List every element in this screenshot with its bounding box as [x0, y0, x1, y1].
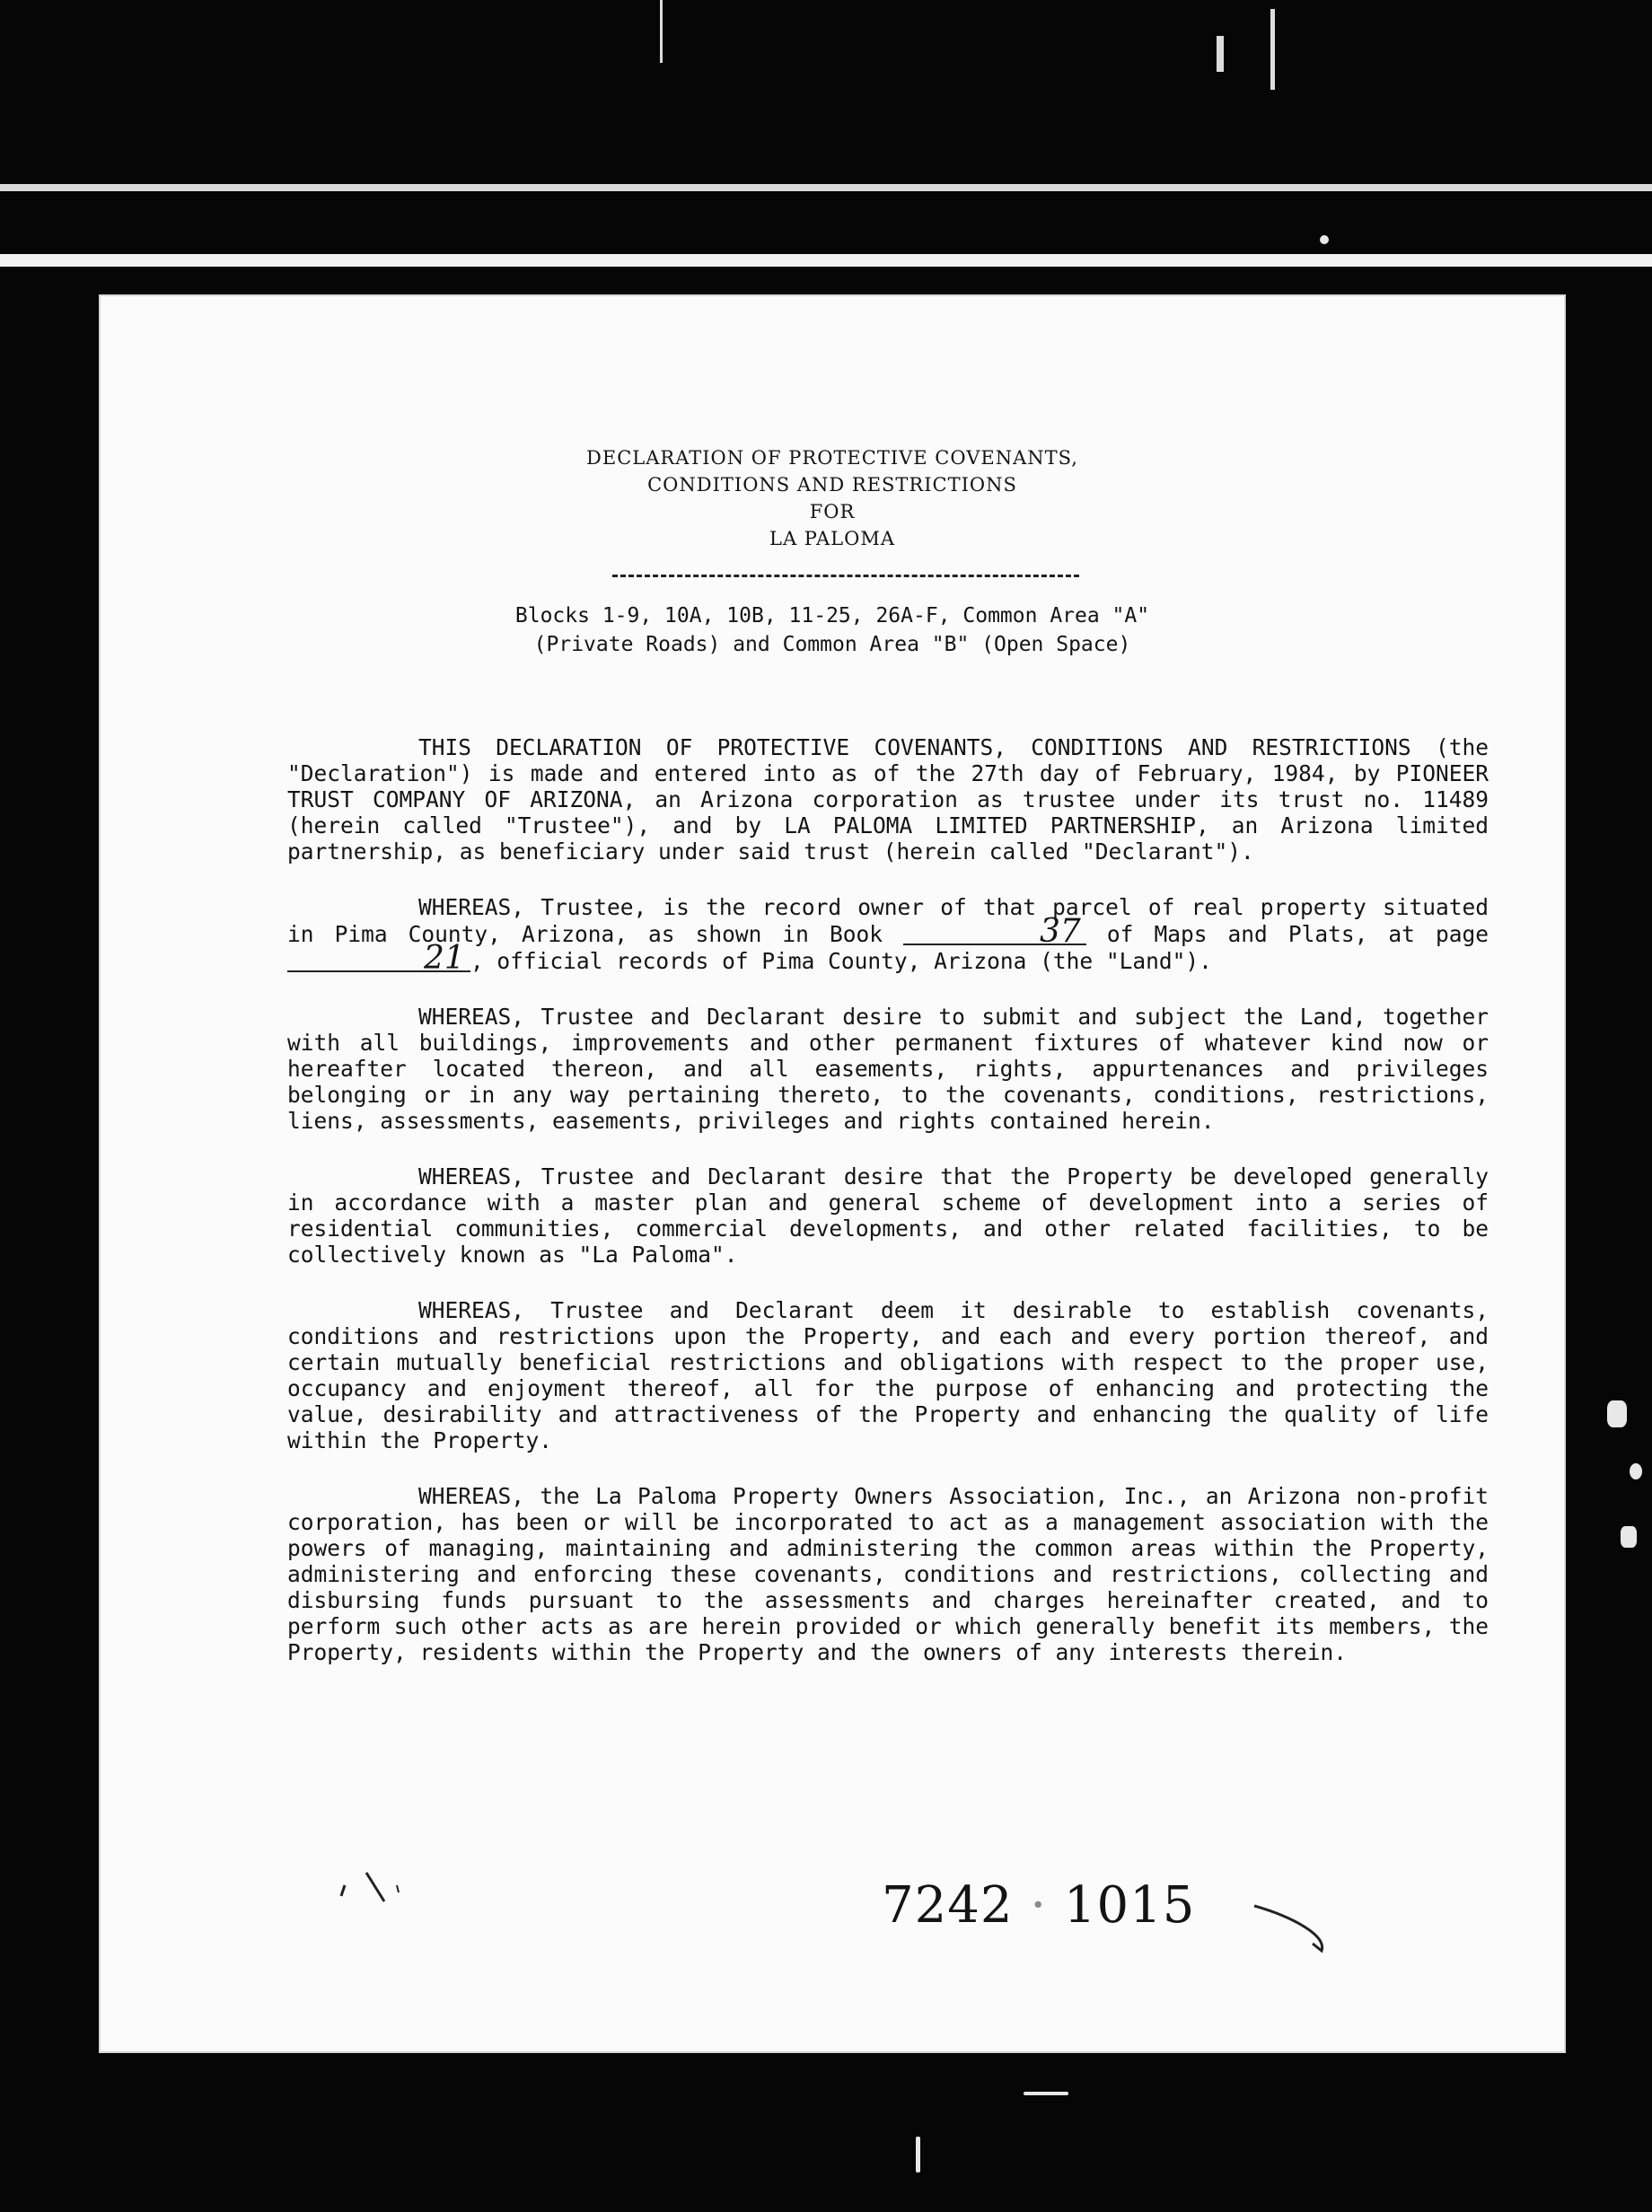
- scan-artifact-mark: [660, 0, 663, 63]
- scan-artifact-band: [0, 184, 1652, 191]
- scan-artifact-mark: [1217, 36, 1224, 72]
- recording-number-separator: ·: [1013, 1876, 1064, 1935]
- title-line: FOR: [809, 501, 856, 522]
- paragraph-declaration: THIS DECLARATION OF PROTECTIVE COVENANTS, CONDITIONS AND RESTRICTIONS (the "Declaration") is made and entered into as of the 27th day of February, 1984, by PIONEER TRUST COMPANY OF ARIZONA, an Arizona corporation as trustee under its trust no. 11489 (herein called "Trustee"), and by LA PALOMA LIMITED PARTNERSHIP, an Arizona limited partnership, as beneficiary under said trust (herein called "Declarant").: [287, 734, 1489, 865]
- subtitle-line: Blocks 1-9, 10A, 10B, 11-25, 26A-F, Common Area "A": [514, 604, 1150, 628]
- scan-artifact-band: [0, 254, 1652, 267]
- subtitle-line: (Private Roads) and Common Area "B" (Open Space): [533, 633, 1131, 656]
- paragraph-association: WHEREAS, the La Paloma Property Owners Association, Inc., an Arizona non-profit corporation, has been or will be incorporated to act as a management association with the powers of managing, maintaining and administering the common areas within the Property, administering and enforcing these covenants, conditions and restrictions, collecting and disbursing funds pursuant to the assessments and charges hereinafter created, and to perform such other acts as are herein provided or which generally benefit its members, the Property, residents within the Property and the owners of any interests therein.: [287, 1483, 1489, 1665]
- document-body: [287, 734, 1489, 1695]
- document-title: [101, 444, 1564, 552]
- paragraph-submit-land: WHEREAS, Trustee and Declarant desire to submit and subject the Land, together with all buildings, improvements and other permanent fixtures of whatever kind now or hereafter located thereon, and all easements, rights, appurtenances and privileges belonging or in any way pertaining thereto, to the covenants, conditions, restrictions, liens, assessments, easements, privileges and rights contained herein.: [287, 1004, 1489, 1134]
- scan-artifact-speck: [1024, 2092, 1068, 2095]
- recording-number-page: 1015: [1063, 1876, 1196, 1935]
- paragraph-text: of Maps and Plats, at page: [1106, 921, 1489, 947]
- scan-artifact-speck: [1607, 1400, 1627, 1427]
- paragraph-restrictions: WHEREAS, Trustee and Declarant deem it desirable to establish covenants, conditions and restrictions upon the Property, and each and every portion thereof, and certain mutually beneficial restrictions and obligations with respect to the proper use, occupancy and enjoyment thereof, all for the purpose of enhancing and protecting the value, desirability and attractiveness of the Property and enhancing the quality of life within the Property.: [287, 1297, 1489, 1453]
- title-line: LA PALOMA: [769, 528, 895, 549]
- scan-artifact-speck: [916, 2137, 920, 2172]
- recording-number-docket: 7242: [882, 1876, 1014, 1935]
- recording-number: [882, 1876, 1195, 1935]
- paragraph-text: WHEREAS, Trustee, is the record owner of that parcel of real property situated in Pima County, Arizona, as shown in Book: [287, 894, 1489, 947]
- title-line: DECLARATION OF PROTECTIVE COVENANTS,: [586, 447, 1078, 469]
- document-page: [101, 296, 1564, 2051]
- scan-artifact-speck: [1621, 1526, 1637, 1548]
- paragraph-text: , official records of Pima County, Arizona (the "Land").: [470, 948, 1212, 974]
- paragraph-record-owner: [287, 894, 1489, 977]
- handwritten-page-number: 21: [287, 947, 470, 972]
- paragraph-master-plan: WHEREAS, Trustee and Declarant desire that the Property be developed generally in accordance with a master plan and general scheme of development into a series of residential communities, commercial developments, and other related facilities, to be collectively known as "La Paloma".: [287, 1163, 1489, 1268]
- handwritten-book-number: 37: [903, 920, 1086, 945]
- pen-marks: [334, 1865, 415, 1919]
- title-divider: [612, 575, 1079, 577]
- scan-artifact-speck: [1630, 1463, 1642, 1479]
- pen-scribble: [1250, 1899, 1340, 1962]
- scan-artifact-speck: [1320, 235, 1329, 244]
- scan-artifact-mark: [1270, 9, 1275, 90]
- title-line: CONDITIONS AND RESTRICTIONS: [647, 474, 1017, 496]
- document-subtitle: [101, 601, 1564, 659]
